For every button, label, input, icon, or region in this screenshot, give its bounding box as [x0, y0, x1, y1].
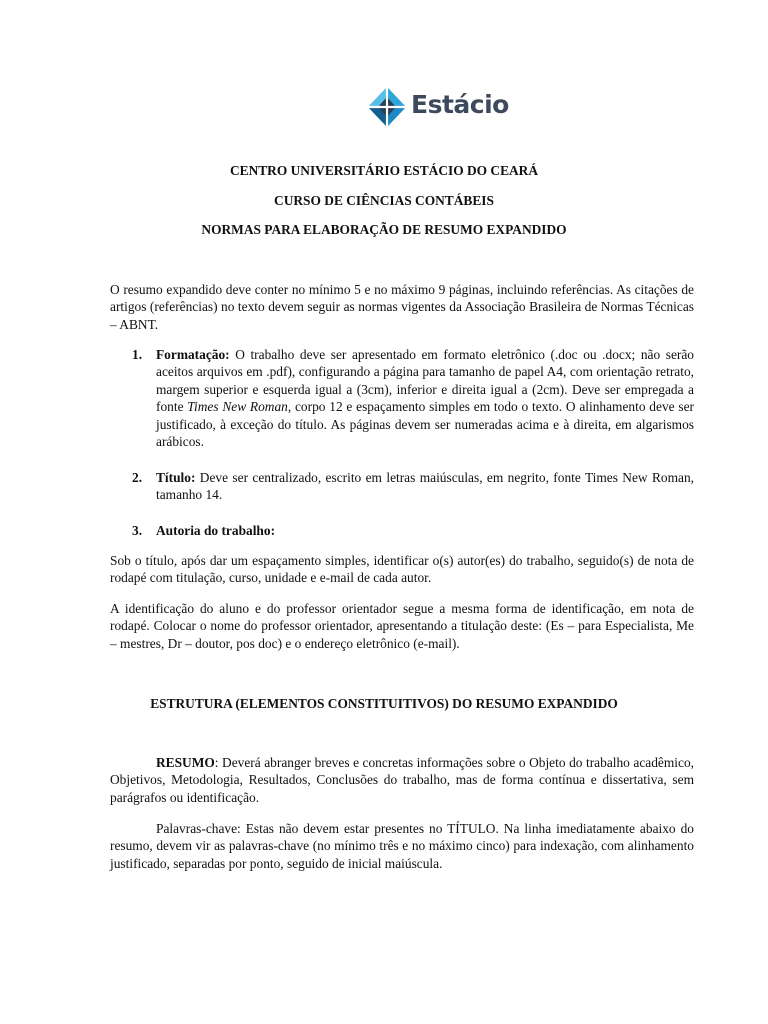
item-text-continued: , corpo 12 e espaçamento simples em todo o texto. O alinhamento deve ser justificado, à exceção do título. As páginas devem ser numeradas acima e à direita, em algarismos arábicos.	[156, 399, 694, 450]
structure-heading: ESTRUTURA (ELEMENTOS CONSTITUITIVOS) DO RESUMO EXPANDIDO	[150, 696, 618, 711]
advisor-paragraph: A identificação do aluno e do professor orientador segue a mesma forma de identificação, em nota de rodapé. Colocar o nome do professor orientador, apresentando a titulação deste: (Es – para Especialista, Me – mestres, Dr – doutor, pos doc) e o endereço eletrônico (e-mail).	[110, 601, 694, 651]
estacio-diamond-logo-icon	[367, 86, 407, 128]
resumo-label: RESUMO	[156, 755, 215, 770]
item-label: Autoria do trabalho:	[156, 523, 276, 538]
estacio-logo	[367, 86, 507, 132]
keywords-paragraph: Palavras-chave: Estas não devem estar presentes no TÍTULO. Na linha imediatamente abaixo do resumo, devem vir as palavras-chave (no mínimo três e no máximo cinco) para indexação, com alinhamento justificado, separadas por ponto, seguido de inicial maiúscula.	[110, 821, 694, 871]
resumo-text: : Deverá abranger breves e concretas informações sobre o Objeto do trabalho acadêmico, Objetivos, Metodologia, Resultados, Conclusões do trabalho, mas de forma contínua e dissertativa, sem parágrafos ou identificação.	[110, 755, 694, 805]
font-name: Times New Roman	[187, 399, 288, 415]
list-item-formatacao	[156, 346, 694, 450]
resumo-paragraph	[110, 754, 694, 806]
item-number: 1.	[132, 347, 143, 362]
item-text: Deve ser centralizado, escrito em letras maiúsculas, em negrito, fonte Times New Roman, tamanho 14.	[156, 470, 694, 503]
item-label: Título:	[156, 470, 196, 485]
course-heading: CURSO DE CIÊNCIAS CONTÁBEIS	[274, 193, 494, 208]
document-title: NORMAS PARA ELABORAÇÃO DE RESUMO EXPANDIDO	[201, 222, 567, 237]
item-label: Formatação:	[156, 347, 230, 362]
item-text: O trabalho deve ser apresentado em formato eletrônico (.doc ou .docx; não serão aceitos arquivos em .pdf), configurando a página para tamanho de papel A4, com orientação retrato, margem superior e esquerda igual a (3cm), inferior e direita igual a (2cm). Deve ser empregada a fonte	[156, 347, 694, 415]
item-number: 2.	[132, 470, 143, 485]
list-item-autoria	[156, 522, 694, 539]
list-item-titulo	[156, 469, 694, 504]
item-number: 3.	[132, 523, 143, 538]
logo-wordmark: Estácio	[411, 90, 509, 119]
institution-heading: CENTRO UNIVERSITÁRIO ESTÁCIO DO CEARÁ	[229, 163, 539, 178]
authorship-paragraph: Sob o título, após dar um espaçamento simples, identificar o(s) autor(es) do trabalho, seguido(s) de nota de rodapé com titulação, curso, unidade e e-mail de cada autor.	[110, 553, 694, 586]
intro-paragraph: O resumo expandido deve conter no mínimo 5 e no máximo 9 páginas, incluindo referências. As citações de artigos (referências) no texto devem seguir as normas vigentes da Associação Brasileira de Normas Técnicas – ABNT.	[110, 282, 694, 332]
